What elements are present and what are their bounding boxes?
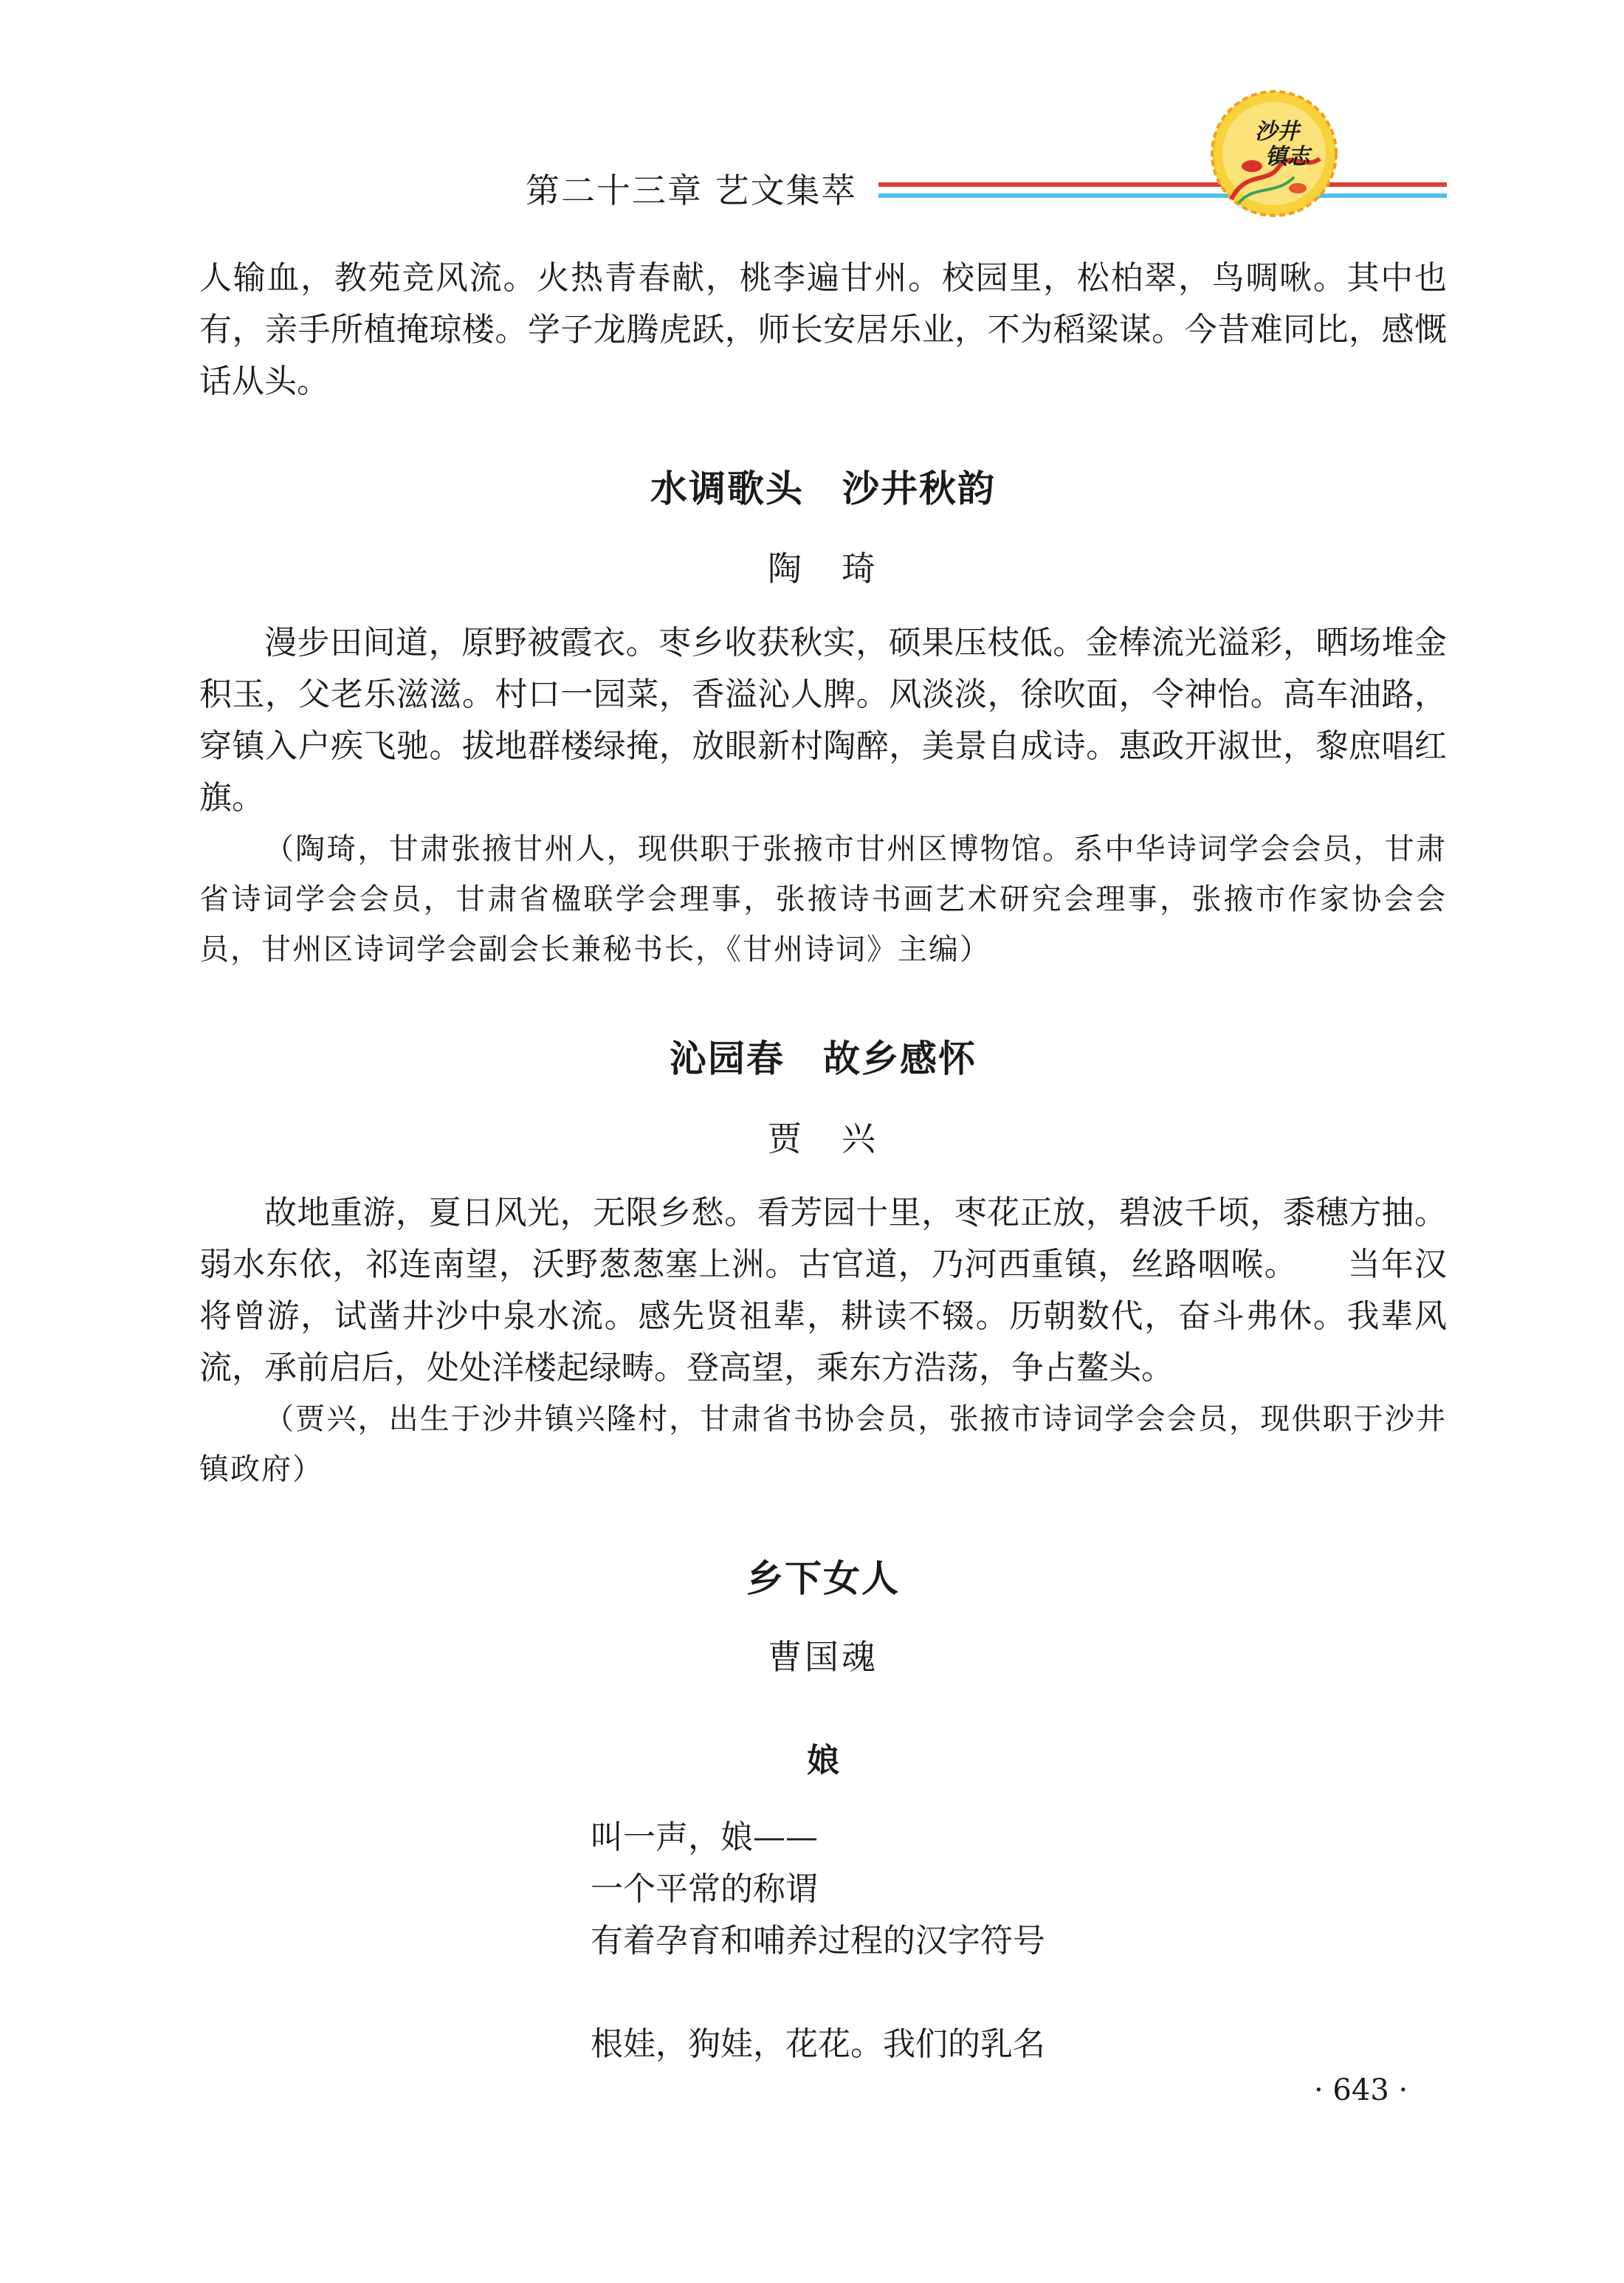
svg-text:沙井: 沙井 — [1255, 119, 1299, 145]
poem2-title: 沁园春 故乡感怀 — [670, 1037, 977, 1080]
poem3-title: 乡下女人 — [746, 1556, 900, 1600]
svg-text:镇志: 镇志 — [1265, 144, 1310, 170]
header-rule-blue — [878, 193, 1447, 198]
poem3-author: 曹国魂 — [768, 1637, 878, 1677]
poem1-title: 水调歌头 沙井秋韵 — [650, 467, 996, 510]
poem1-author-note: （陶琦，甘肃张掖甘州人，现供职于张掖市甘州区博物馆。系中华诗词学会会员，甘肃省诗词学会会员，甘肃省楹联学会理事，张掖诗书画艺术研究会理事，张掖市作家协会会员，甘州区诗词学会副会长兼秘书长，《甘州诗词》主编） — [199, 832, 1447, 967]
poem3-line: 根娃，狗娃，花花。我们的乳名 — [591, 2025, 1045, 2063]
intro-continuation: 人输血，教苑竞风流。火热青春献，桃李遍甘州。校园里，松柏翠，鸟啁啾。其中也有，亲手所植掩琼楼。学子龙腾虎跃，师长安居乐业，不为稻粱谋。今昔难同比，感慨话从头。 — [199, 259, 1447, 400]
poem3-line: 有着孕育和哺养过程的汉字符号 — [591, 1922, 1045, 1960]
poem1-author: 陶 琦 — [768, 549, 878, 588]
poem1-body: 漫步田间道，原野被霞衣。枣乡收获秋实，硕果压枝低。金棒流光溢彩，晒场堆金积玉，父老乐滋滋。村口一园菜，香溢沁人脾。风淡淡，徐吹面，令神怡。高车油路，穿镇入户疾飞驰。拔地群楼绿掩，放眼新村陶醉，美景自成诗。惠政开淑世，黎庶唱红旗。 — [199, 624, 1447, 817]
town-gazetteer-emblem — [1209, 89, 1339, 219]
emblem-seal-icon — [1209, 89, 1339, 219]
header-rule-red — [878, 182, 1447, 187]
poem3-line: 一个平常的称谓 — [591, 1870, 818, 1908]
poem3-line: 叫一声，娘—— — [591, 1819, 818, 1856]
running-head: 第二十三章 艺文集萃 — [526, 171, 857, 210]
page-number: · 643 · — [1314, 2073, 1408, 2107]
poem2-author: 贾 兴 — [768, 1119, 878, 1158]
poem3-section-title: 娘 — [807, 1742, 839, 1779]
poem2-body: 故地重游，夏日风光，无限乡愁。看芳园十里，枣花正放，碧波千顷，黍穗方抽。弱水东依，祁连南望，沃野葱葱塞上洲。古官道，乃河西重镇，丝路咽喉。 当年汉将曾游，试凿井沙中泉水流。感先贤祖辈，耕读不辍。历朝数代，奋斗弗休。我辈风流，承前启后，处处洋楼起绿畴。登高望，乘东方浩荡，争占鳌头。 — [199, 1194, 1447, 1387]
poem2-author-note: （贾兴，出生于沙井镇兴隆村，甘肃省书协会员，张掖市诗词学会会员，现供职于沙井镇政府） — [199, 1402, 1447, 1486]
